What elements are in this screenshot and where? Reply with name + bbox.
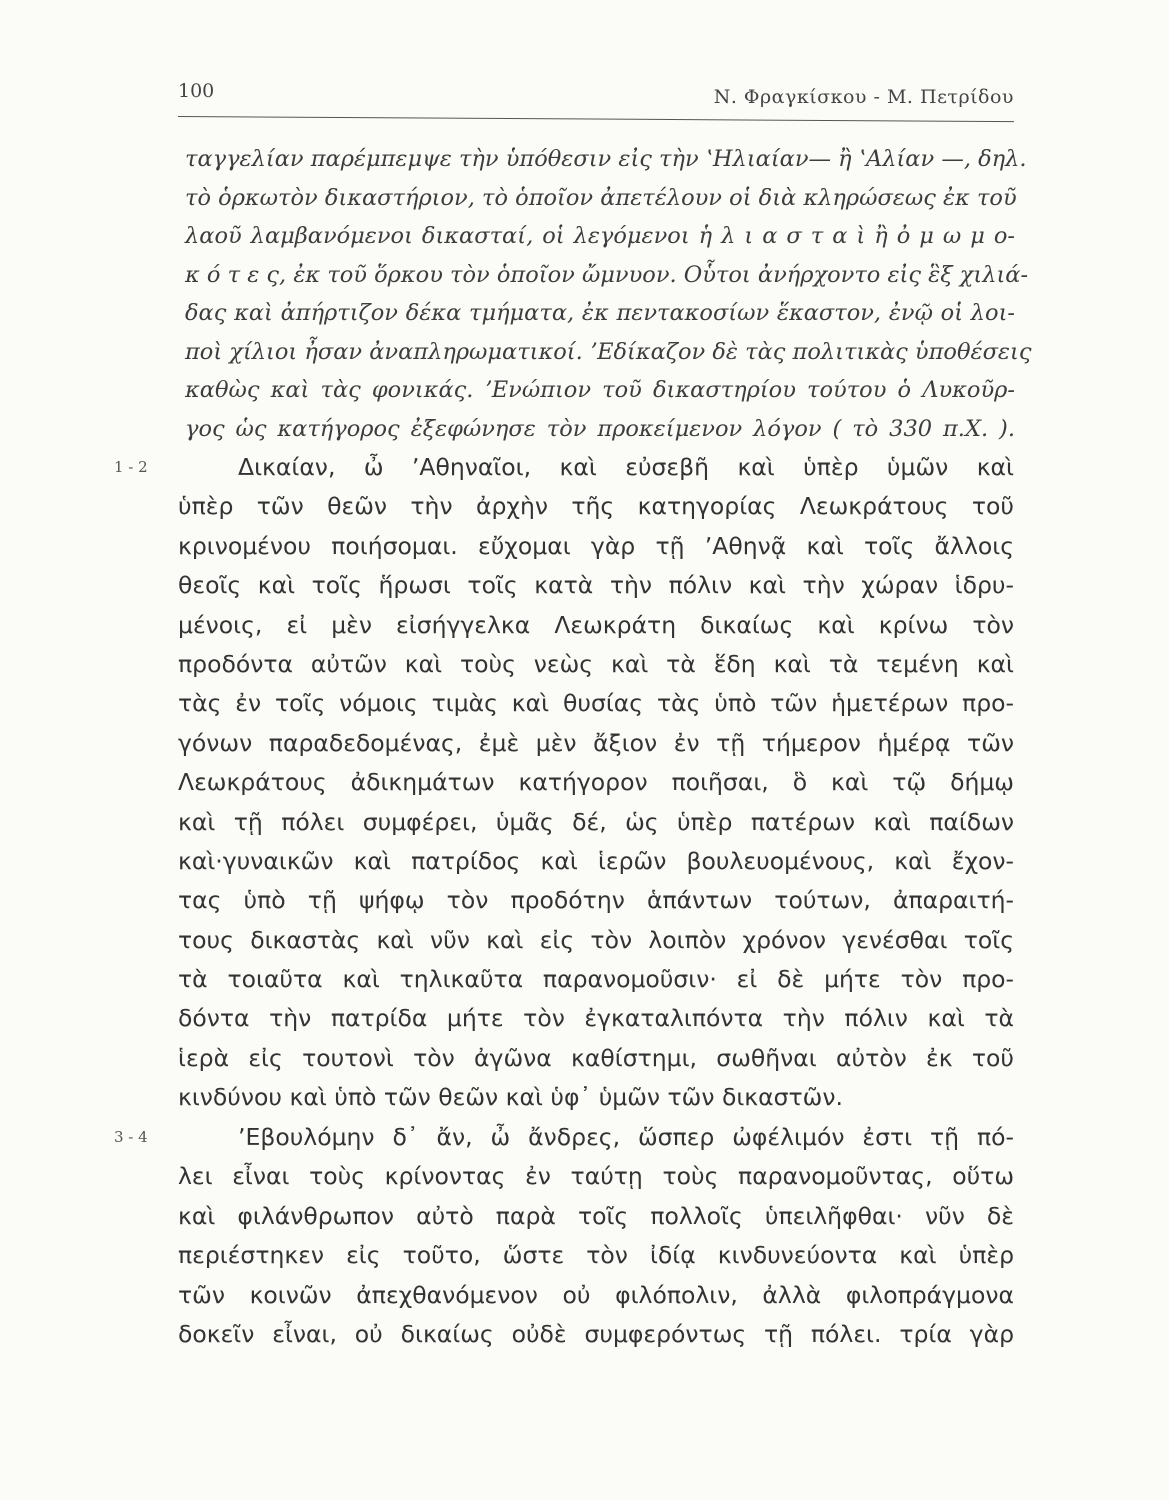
page-header	[178, 76, 1014, 108]
text-line: τῶν κοινῶν ἀπεχθανόμενον οὐ φιλόπολιν, ἀλλὰ φιλοπράγμονα	[178, 1280, 1014, 1309]
commentary-line: κ ό τ ε ς, ἐκ τοῦ ὅρκου τὸν ὁποῖον ὤμνυον. Οὗτοι ἀνήρχοντο εἰς ἓξ χιλιά-	[185, 261, 1029, 288]
commentary-line: λαοῦ λαμβανόμενοι δικασταί, οἱ λεγόμενοι ἡ λ ι α σ τ α ὶ ἢ ὀ μ ω μ ο-	[185, 223, 1015, 249]
text-line: τους δικαστὰς καὶ νῦν καὶ εἰς τὸν λοιπὸν χρόνον γενέσθαι τοῖς	[178, 925, 1014, 954]
running-head-authors: Ν. Φραγκίσκου - Μ. Πετρίδου	[713, 86, 1014, 108]
text-line: προδόντα αὐτῶν καὶ τοὺς νεὼς καὶ τὰ ἕδη καὶ τὰ τεμένη καὶ	[178, 649, 1014, 678]
commentary-line: τὸ ὁρκωτὸν δικαστήριον, τὸ ὁποῖον ἀπετέλουν οἱ διὰ κληρώσεως ἐκ τοῦ	[185, 184, 1017, 211]
text-line: λει εἶναι τοὺς κρίνοντας ἐν ταύτῃ τοὺς παρανομοῦντας, οὕτω	[178, 1162, 1014, 1191]
text-line: καὶ φιλάνθρωπον αὐτὸ παρὰ τοῖς πολλοῖς ὑπειλῆφθαι· νῦν δὲ	[178, 1201, 1014, 1230]
text-line: καὶ·γυναικῶν καὶ πατρίδος καὶ ἱερῶν βουλευομένους, καὶ ἔχον-	[178, 846, 1014, 875]
text-line: θεοῖς καὶ τοῖς ἥρωσι τοῖς κατὰ τὴν πόλιν καὶ τὴν χώραν ἱδρυ-	[178, 571, 1014, 600]
text-line: κινδύνου καὶ ὑπὸ τῶν θεῶν καὶ ὑφ᾽ ὑμῶν τῶν δικαστῶν.	[178, 1083, 843, 1112]
text-line: κρινομένου ποιήσομαι. εὔχομαι γὰρ τῇ ʼΑθηνᾷ καὶ τοῖς ἄλλοις	[178, 531, 1014, 560]
commentary-line: καθὼς καὶ τὰς φονικάς. ʼΕνώπιον τοῦ δικαστηρίου τούτου ὁ Λυκοῦρ-	[185, 377, 1015, 403]
greek-text-section-2	[178, 1118, 1014, 1354]
text-line: Δικαίαν, ὦ ʼΑθηναῖοι, καὶ εὐσεβῆ καὶ ὑπὲρ ὑμῶν καὶ	[238, 453, 1014, 481]
text-line: ʼΕβουλόμην δ᾽ ἄν, ὦ ἄνδρες, ὥσπερ ὠφέλιμόν ἐστι τῇ πό-	[238, 1123, 1014, 1151]
commentary-line: ταγγελίαν παρέμπεμψε τὴν ὑπόθεσιν εἰς τὴν ʽΗλιαίαν— ἢ ʽΑλίαν —, δηλ.	[185, 146, 1027, 172]
commentary-paragraph	[185, 140, 1032, 448]
text-line: γόνων παραδεδομένας, ἐμὲ μὲν ἄξιον ἐν τῇ τήμερον ἡμέρᾳ τῶν	[178, 728, 1014, 757]
text-line: τας ὑπὸ τῇ ψήφῳ τὸν προδότην ἁπάντων τούτων, ἀπαραιτή-	[178, 886, 1014, 915]
commentary-line: ποὶ χίλιοι ἦσαν ἀναπληρωματικοί. ʼΕδίκαζον δὲ τὰς πολιτικὰς ὑποθέσεις	[185, 338, 1032, 365]
text-line: τὰ τοιαῦτα καὶ τηλικαῦτα παρανομοῦσιν· εἰ δὲ μήτε τὸν προ-	[178, 965, 1014, 994]
text-line: Λεωκράτους ἀδικημάτων κατήγορον ποιῆσαι, ὃ καὶ τῷ δήμῳ	[178, 768, 1014, 797]
commentary-line: γος ὡς κατήγορος ἐξεφώνησε τὸν προκείμενον λόγον ( τὸ 330 π.Χ. ).	[185, 415, 1015, 442]
commentary-line: δας καὶ ἀπήρτιζον δέκα τμήματα, ἐκ πεντακοσίων ἕκαστον, ἐνῷ οἱ λοι-	[185, 300, 1015, 326]
text-line: περιέστηκεν εἰς τοῦτο, ὥστε τὸν ἰδίᾳ κινδυνεύοντα καὶ ὑπὲρ	[178, 1241, 1014, 1270]
section-marker: 1 - 2	[114, 458, 148, 476]
text-line: τὰς ἐν τοῖς νόμοις τιμὰς καὶ θυσίας τὰς ὑπὸ τῶν ἡμετέρων προ-	[178, 689, 1014, 718]
header-rule	[178, 116, 1014, 122]
text-line: ὑπὲρ τῶν θεῶν τὴν ἀρχὴν τῆς κατηγορίας Λεωκράτους τοῦ	[178, 492, 1014, 521]
text-line: δόντα τὴν πατρίδα μήτε τὸν ἐγκαταλιπόντα τὴν πόλιν καὶ τὰ	[178, 1004, 1014, 1033]
text-line: καὶ τῇ πόλει συμφέρει, ὑμᾶς δέ, ὡς ὑπὲρ πατέρων καὶ παίδων	[178, 807, 1014, 836]
section-marker: 3 - 4	[114, 1128, 148, 1146]
text-line: δοκεῖν εἶναι, οὐ δικαίως οὐδὲ συμφερόντως τῇ πόλει. τρία γὰρ	[178, 1319, 1014, 1348]
text-line: μένοις, εἰ μὲν εἰσήγγελκα Λεωκράτη δικαίως καὶ κρίνω τὸν	[178, 610, 1014, 639]
greek-text-section-1	[178, 448, 1014, 1118]
text-line: ἱερὰ εἰς τουτονὶ τὸν ἀγῶνα καθίστημι, σωθῆναι αὐτὸν ἐκ τοῦ	[178, 1043, 1014, 1072]
page-number: 100	[178, 80, 215, 102]
